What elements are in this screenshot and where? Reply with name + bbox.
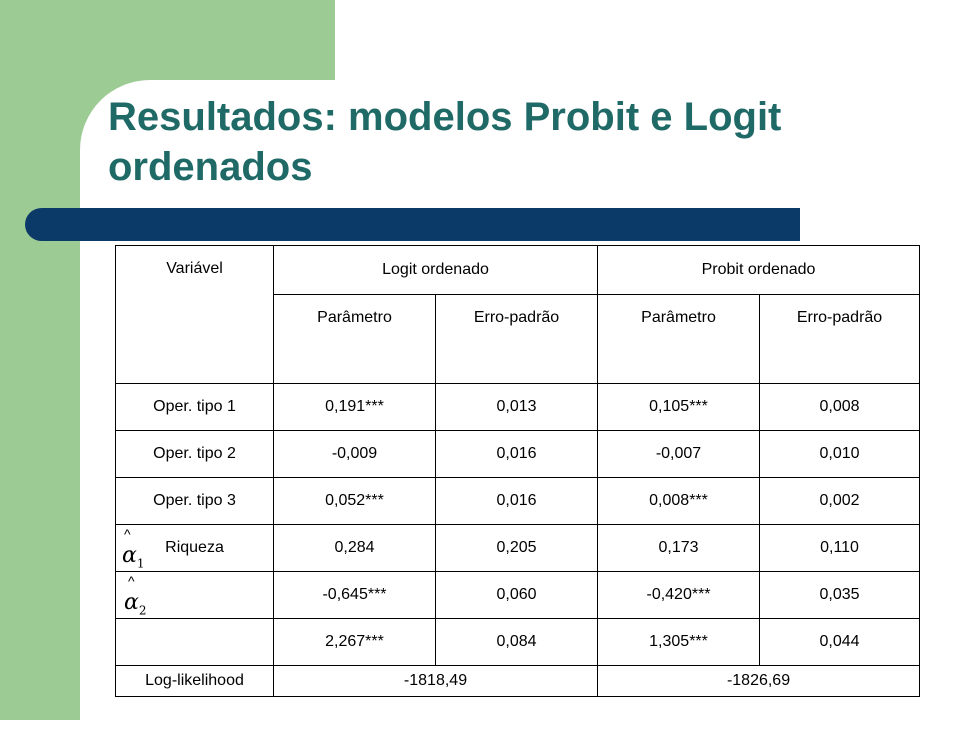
- probit-se-cell: 0,035: [760, 572, 920, 619]
- probit-se-cell: 0,110: [760, 525, 920, 572]
- logit-se-cell: 0,013: [436, 384, 598, 431]
- header-probit-param: Parâmetro: [598, 295, 760, 384]
- header-logit-param: Parâmetro: [274, 295, 436, 384]
- probit-se-cell: 0,010: [760, 431, 920, 478]
- logit-param-cell: 0,284: [274, 525, 436, 572]
- row-label-alpha2: [116, 572, 274, 619]
- alpha1-symbol: $\alpha_1$: [122, 543, 145, 571]
- loglik-probit: -1826,69: [598, 666, 920, 697]
- probit-se-cell: 0,002: [760, 478, 920, 525]
- logit-param-cell: 0,191***: [274, 384, 436, 431]
- probit-param-cell: -0,420***: [598, 572, 760, 619]
- probit-param-cell: 0,105***: [598, 384, 760, 431]
- row-label: Oper. tipo 2: [116, 431, 274, 478]
- row-label-riqueza: [116, 525, 274, 572]
- logit-se-cell: 0,205: [436, 525, 598, 572]
- logit-se-cell: 0,016: [436, 431, 598, 478]
- table-row: [116, 431, 920, 478]
- header-variable: Variável: [116, 246, 274, 384]
- table-row: [116, 478, 920, 525]
- row-label: Oper. tipo 3: [116, 478, 274, 525]
- loglik-row: [116, 666, 920, 697]
- table-row: [116, 619, 920, 666]
- logit-se-cell: 0,060: [436, 572, 598, 619]
- loglik-logit: -1818,49: [274, 666, 598, 697]
- header-probit-stderr: Erro-padrão: [760, 295, 920, 384]
- table-row: [116, 525, 920, 572]
- title-underline-bar: [25, 208, 800, 241]
- slide-title: Resultados: modelos Probit e Logit ordenados: [108, 95, 782, 189]
- header-probit: Probit ordenado: [598, 246, 920, 295]
- probit-param-cell: -0,007: [598, 431, 760, 478]
- probit-param-cell: 0,008***: [598, 478, 760, 525]
- table-row: [116, 384, 920, 431]
- probit-param-cell: 1,305***: [598, 619, 760, 666]
- logit-param-cell: -0,009: [274, 431, 436, 478]
- loglik-label: Log-likelihood: [116, 666, 274, 697]
- logit-se-cell: 0,016: [436, 478, 598, 525]
- logit-param-cell: 2,267***: [274, 619, 436, 666]
- row-label: Oper. tipo 1: [116, 384, 274, 431]
- probit-se-cell: 0,008: [760, 384, 920, 431]
- logit-param-cell: -0,645***: [274, 572, 436, 619]
- header-logit-stderr: Erro-padrão: [436, 295, 598, 384]
- table-header-row: [116, 246, 920, 295]
- logit-param-cell: 0,052***: [274, 478, 436, 525]
- logit-se-cell: 0,084: [436, 619, 598, 666]
- results-table: [115, 245, 920, 697]
- alpha2-hat: ^: [128, 573, 135, 589]
- probit-se-cell: 0,044: [760, 619, 920, 666]
- row-label: Riqueza: [165, 539, 224, 556]
- alpha1-hat: ^: [124, 526, 131, 542]
- alpha2-symbol: $\alpha_2$: [124, 590, 147, 618]
- probit-param-cell: 0,173: [598, 525, 760, 572]
- table-row: [116, 572, 920, 619]
- row-label: [116, 619, 274, 666]
- header-logit: Logit ordenado: [274, 246, 598, 295]
